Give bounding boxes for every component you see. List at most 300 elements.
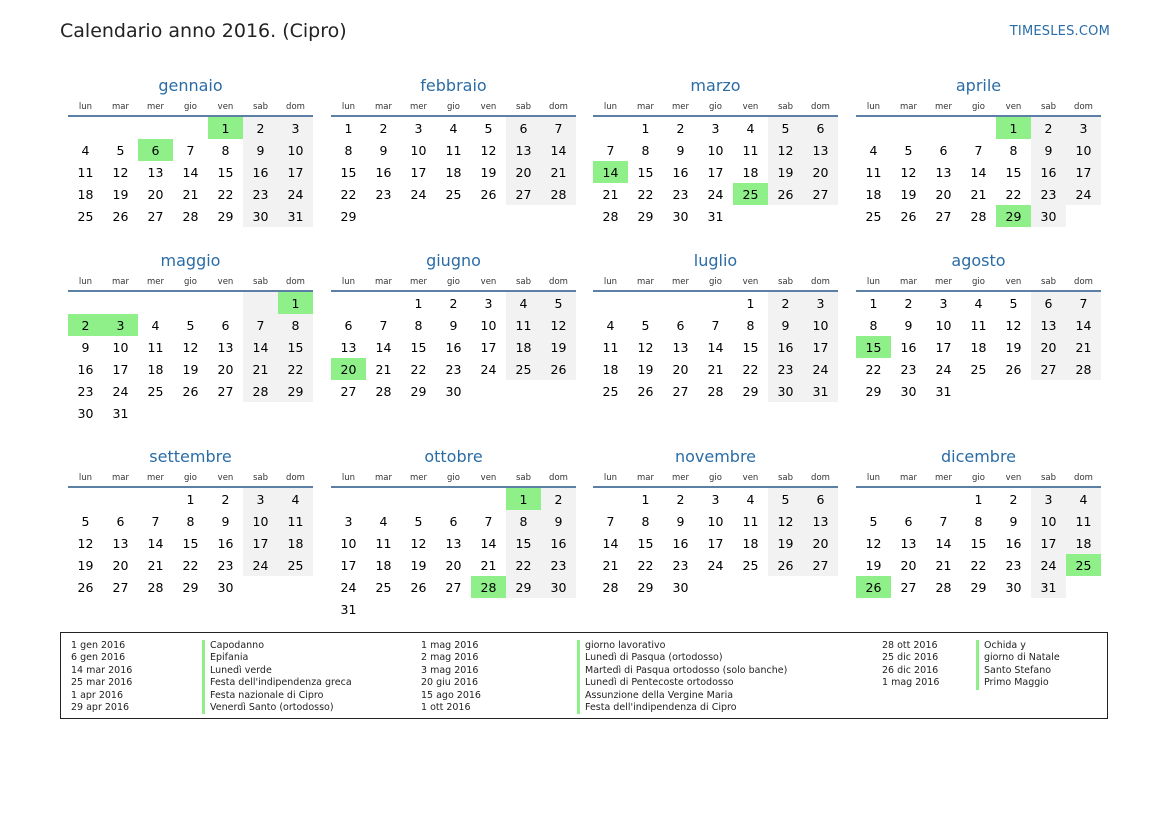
day-cell: 11 xyxy=(375,535,392,551)
day-cell: 21 xyxy=(970,186,987,202)
day-cell: 30 xyxy=(1031,205,1066,227)
day-cell: 13 xyxy=(340,339,357,355)
day-cell: 13 xyxy=(672,339,689,355)
day-cell: 15 xyxy=(182,535,199,551)
empty-cell xyxy=(803,576,838,598)
weekday-header: dom xyxy=(541,469,576,487)
day-cell: 1 xyxy=(996,116,1031,139)
day-cell: 1 xyxy=(641,491,650,507)
weekday-header: gio xyxy=(173,469,208,487)
weekday-header: mar xyxy=(891,469,926,487)
day-cell: 29 xyxy=(742,383,759,399)
day-cell: 12 xyxy=(637,339,654,355)
day-cell: 12 xyxy=(1005,317,1022,333)
day-cell: 17 xyxy=(340,557,357,573)
legend-names-col-1 xyxy=(202,640,352,714)
empty-cell xyxy=(891,116,926,139)
day-cell: 14 xyxy=(707,339,724,355)
weekday-header: ven xyxy=(733,98,768,116)
day-cell: 30 xyxy=(445,383,462,399)
weekday-header: sab xyxy=(1031,98,1066,116)
day-cell: 21 xyxy=(602,186,619,202)
day-cell: 26 xyxy=(1005,361,1022,377)
day-cell: 20 xyxy=(803,161,838,183)
day-cell: 4 xyxy=(278,487,313,510)
day-cell: 12 xyxy=(112,164,129,180)
day-cell: 19 xyxy=(480,164,497,180)
weekday-header: mar xyxy=(628,273,663,291)
day-cell: 17 xyxy=(410,164,427,180)
day-cell: 6 xyxy=(221,317,230,333)
weekday-header: mar xyxy=(628,98,663,116)
day-cell: 24 xyxy=(707,186,724,202)
legend-holiday-name: Festa dell'indipendenza di Cipro xyxy=(577,702,787,714)
day-cell: 1 xyxy=(974,491,983,507)
weekday-header: sab xyxy=(506,98,541,116)
day-cell: 31 xyxy=(707,208,724,224)
weekday-header: sab xyxy=(243,273,278,291)
empty-cell xyxy=(506,598,541,620)
day-cell: 16 xyxy=(672,535,689,551)
day-cell: 16 xyxy=(672,164,689,180)
day-cell: 10 xyxy=(243,510,278,532)
day-cell: 27 xyxy=(445,579,462,595)
day-cell: 14 xyxy=(375,339,392,355)
day-cell: 9 xyxy=(676,513,685,529)
month-table xyxy=(331,273,576,402)
weekday-header: lun xyxy=(593,98,628,116)
day-cell: 4 xyxy=(1066,487,1101,510)
weekday-header: ven xyxy=(471,273,506,291)
day-cell: 22 xyxy=(410,361,427,377)
empty-cell xyxy=(138,116,173,139)
day-cell: 16 xyxy=(1031,161,1066,183)
day-cell: 23 xyxy=(217,557,234,573)
legend-holiday-name: Venerdì Santo (ortodosso) xyxy=(202,702,352,714)
day-cell: 28 xyxy=(375,383,392,399)
weekday-header: lun xyxy=(331,98,366,116)
month-table xyxy=(331,469,576,620)
day-cell: 21 xyxy=(243,358,278,380)
weekday-header: sab xyxy=(506,273,541,291)
day-cell: 18 xyxy=(602,361,619,377)
day-cell: 4 xyxy=(869,142,878,158)
empty-cell xyxy=(733,576,768,598)
month-table xyxy=(331,98,576,227)
day-cell: 20 xyxy=(217,361,234,377)
day-cell: 22 xyxy=(506,554,541,576)
legend-holiday-name: Martedì di Pasqua ortodosso (solo banche) xyxy=(577,665,787,677)
day-cell: 16 xyxy=(900,339,917,355)
day-cell: 8 xyxy=(278,314,313,336)
day-cell: 25 xyxy=(733,183,768,205)
day-cell: 1 xyxy=(208,116,243,139)
day-cell: 25 xyxy=(77,208,94,224)
month-settembre xyxy=(68,445,313,598)
day-cell: 10 xyxy=(707,142,724,158)
day-cell: 19 xyxy=(768,161,803,183)
day-cell: 20 xyxy=(112,557,129,573)
month-name: ottobre xyxy=(424,447,483,466)
day-cell: 1 xyxy=(414,295,423,311)
holiday-legend xyxy=(60,632,1108,719)
weekday-header: lun xyxy=(856,273,891,291)
empty-cell xyxy=(856,116,891,139)
weekday-header: ven xyxy=(996,273,1031,291)
day-cell: 30 xyxy=(77,405,94,421)
day-cell: 17 xyxy=(1031,532,1066,554)
day-cell: 7 xyxy=(151,513,160,529)
day-cell: 26 xyxy=(182,383,199,399)
day-cell: 14 xyxy=(182,164,199,180)
weekday-header: mar xyxy=(366,469,401,487)
day-cell: 24 xyxy=(1066,183,1101,205)
day-cell: 31 xyxy=(1031,576,1066,598)
empty-cell xyxy=(471,380,506,402)
day-cell: 8 xyxy=(746,317,755,333)
day-cell: 16 xyxy=(445,339,462,355)
empty-cell xyxy=(103,116,138,139)
empty-cell xyxy=(926,487,961,510)
day-cell: 24 xyxy=(803,358,838,380)
day-cell: 8 xyxy=(344,142,353,158)
day-cell: 30 xyxy=(672,579,689,595)
weekday-header: mer xyxy=(926,469,961,487)
day-cell: 17 xyxy=(243,532,278,554)
day-cell: 1 xyxy=(278,291,313,314)
day-cell: 7 xyxy=(974,142,983,158)
day-cell: 5 xyxy=(81,513,90,529)
day-cell: 29 xyxy=(340,208,357,224)
weekday-header: lun xyxy=(68,469,103,487)
month-name: giugno xyxy=(426,251,481,270)
day-cell: 21 xyxy=(375,361,392,377)
day-cell: 31 xyxy=(112,405,129,421)
weekday-header: dom xyxy=(541,273,576,291)
empty-cell xyxy=(996,380,1031,402)
day-cell: 5 xyxy=(484,120,493,136)
day-cell: 19 xyxy=(1005,339,1022,355)
day-cell: 26 xyxy=(900,208,917,224)
day-cell: 22 xyxy=(742,361,759,377)
day-cell: 16 xyxy=(768,336,803,358)
empty-cell xyxy=(68,291,103,314)
month-table xyxy=(593,469,838,598)
day-cell: 2 xyxy=(68,314,103,336)
weekday-header: mar xyxy=(103,98,138,116)
day-cell: 5 xyxy=(641,317,650,333)
empty-cell xyxy=(471,598,506,620)
day-cell: 26 xyxy=(77,579,94,595)
day-cell: 15 xyxy=(410,339,427,355)
empty-cell xyxy=(541,205,576,227)
day-cell: 26 xyxy=(410,579,427,595)
empty-cell xyxy=(1066,205,1101,227)
weekday-header: mer xyxy=(926,273,961,291)
day-cell: 18 xyxy=(970,339,987,355)
day-cell: 27 xyxy=(672,383,689,399)
day-cell: 30 xyxy=(541,576,576,598)
legend-holiday-name: Epifania xyxy=(202,652,352,664)
weekday-header: gio xyxy=(173,273,208,291)
day-cell: 9 xyxy=(676,142,685,158)
weekday-header: sab xyxy=(768,98,803,116)
day-cell: 21 xyxy=(602,557,619,573)
empty-cell xyxy=(593,487,628,510)
empty-cell xyxy=(593,116,628,139)
day-cell: 6 xyxy=(506,116,541,139)
empty-cell xyxy=(243,291,278,314)
day-cell: 22 xyxy=(182,557,199,573)
day-cell: 20 xyxy=(445,557,462,573)
day-cell: 6 xyxy=(449,513,458,529)
day-cell: 9 xyxy=(221,513,230,529)
day-cell: 6 xyxy=(138,139,173,161)
month-marzo xyxy=(593,74,838,227)
day-cell: 14 xyxy=(480,535,497,551)
empty-cell xyxy=(243,402,278,424)
empty-cell xyxy=(471,205,506,227)
day-cell: 22 xyxy=(217,186,234,202)
month-name: maggio xyxy=(160,251,221,270)
empty-cell xyxy=(506,205,541,227)
day-cell: 24 xyxy=(278,183,313,205)
day-cell: 7 xyxy=(484,513,493,529)
weekday-header: sab xyxy=(768,273,803,291)
day-cell: 2 xyxy=(676,120,685,136)
empty-cell xyxy=(401,205,436,227)
weekday-header: lun xyxy=(68,273,103,291)
day-cell: 30 xyxy=(768,380,803,402)
day-cell: 17 xyxy=(1066,161,1101,183)
day-cell: 18 xyxy=(1066,532,1101,554)
month-name: settembre xyxy=(149,447,232,466)
weekday-header: gio xyxy=(173,98,208,116)
day-cell: 25 xyxy=(1066,554,1101,576)
day-cell: 15 xyxy=(340,164,357,180)
empty-cell xyxy=(506,380,541,402)
month-table xyxy=(68,469,313,598)
day-cell: 4 xyxy=(606,317,615,333)
day-cell: 21 xyxy=(480,557,497,573)
day-cell: 29 xyxy=(182,579,199,595)
weekday-header: sab xyxy=(1031,469,1066,487)
empty-cell xyxy=(366,598,401,620)
day-cell: 28 xyxy=(182,208,199,224)
legend-date: 26 dic 2016 xyxy=(882,664,939,676)
weekday-header: mer xyxy=(138,98,173,116)
day-cell: 4 xyxy=(746,120,755,136)
day-cell: 23 xyxy=(1031,183,1066,205)
page-title: Calendario anno 2016. (Cipro) xyxy=(60,20,347,42)
weekday-header: dom xyxy=(541,98,576,116)
day-cell: 23 xyxy=(672,186,689,202)
day-cell: 30 xyxy=(900,383,917,399)
day-cell: 29 xyxy=(637,208,654,224)
empty-cell xyxy=(1031,380,1066,402)
weekday-header: ven xyxy=(208,98,243,116)
day-cell: 11 xyxy=(1066,510,1101,532)
empty-cell xyxy=(208,402,243,424)
weekday-header: dom xyxy=(278,469,313,487)
month-gennaio xyxy=(68,74,313,227)
empty-cell xyxy=(593,291,628,314)
legend-holiday-name: Lunedì di Pentecoste ortodosso xyxy=(577,677,787,689)
day-cell: 24 xyxy=(340,579,357,595)
day-cell: 28 xyxy=(1066,358,1101,380)
day-cell: 12 xyxy=(865,535,882,551)
empty-cell xyxy=(471,487,506,510)
day-cell: 25 xyxy=(506,358,541,380)
empty-cell xyxy=(961,116,996,139)
day-cell: 28 xyxy=(602,579,619,595)
day-cell: 12 xyxy=(541,314,576,336)
day-cell: 29 xyxy=(996,205,1031,227)
day-cell: 13 xyxy=(900,535,917,551)
day-cell: 8 xyxy=(221,142,230,158)
day-cell: 3 xyxy=(484,295,493,311)
weekday-header: lun xyxy=(856,469,891,487)
day-cell: 24 xyxy=(1031,554,1066,576)
legend-dates-col-3 xyxy=(882,640,939,690)
day-cell: 5 xyxy=(541,291,576,314)
day-cell: 6 xyxy=(344,317,353,333)
day-cell: 10 xyxy=(112,339,129,355)
day-cell: 1 xyxy=(641,120,650,136)
day-cell: 4 xyxy=(379,513,388,529)
day-cell: 23 xyxy=(1005,557,1022,573)
weekday-header: sab xyxy=(506,469,541,487)
day-cell: 15 xyxy=(637,535,654,551)
day-cell: 14 xyxy=(602,535,619,551)
day-cell: 21 xyxy=(541,161,576,183)
empty-cell xyxy=(366,487,401,510)
day-cell: 8 xyxy=(641,513,650,529)
day-cell: 8 xyxy=(186,513,195,529)
weekday-header: sab xyxy=(768,469,803,487)
legend-date: 1 gen 2016 xyxy=(71,640,126,651)
day-cell: 28 xyxy=(471,576,506,598)
day-cell: 2 xyxy=(676,491,685,507)
day-cell: 21 xyxy=(147,557,164,573)
day-cell: 29 xyxy=(506,576,541,598)
day-cell: 22 xyxy=(865,361,882,377)
day-cell: 20 xyxy=(935,186,952,202)
weekday-header: mer xyxy=(401,469,436,487)
legend-date: 2 mag 2016 xyxy=(421,652,479,664)
day-cell: 6 xyxy=(676,317,685,333)
day-cell: 31 xyxy=(340,601,357,617)
day-cell: 9 xyxy=(449,317,458,333)
day-cell: 24 xyxy=(112,383,129,399)
day-cell: 14 xyxy=(935,535,952,551)
empty-cell xyxy=(733,205,768,227)
day-cell: 9 xyxy=(1009,513,1018,529)
weekday-header: mer xyxy=(138,273,173,291)
month-table xyxy=(593,98,838,227)
day-cell: 20 xyxy=(147,186,164,202)
day-cell: 15 xyxy=(742,339,759,355)
day-cell: 17 xyxy=(803,336,838,358)
day-cell: 24 xyxy=(410,186,427,202)
empty-cell xyxy=(698,576,733,598)
empty-cell xyxy=(541,598,576,620)
day-cell: 4 xyxy=(974,295,983,311)
day-cell: 18 xyxy=(742,164,759,180)
day-cell: 1 xyxy=(869,295,878,311)
day-cell: 5 xyxy=(768,487,803,510)
day-cell: 25 xyxy=(278,554,313,576)
day-cell: 19 xyxy=(768,532,803,554)
day-cell: 4 xyxy=(506,291,541,314)
day-cell: 31 xyxy=(803,380,838,402)
day-cell: 12 xyxy=(410,535,427,551)
day-cell: 2 xyxy=(1031,116,1066,139)
month-table xyxy=(856,273,1101,402)
day-cell: 15 xyxy=(506,532,541,554)
day-cell: 3 xyxy=(803,291,838,314)
day-cell: 8 xyxy=(869,317,878,333)
day-cell: 1 xyxy=(344,120,353,136)
day-cell: 3 xyxy=(711,120,720,136)
day-cell: 11 xyxy=(602,339,619,355)
day-cell: 25 xyxy=(865,208,882,224)
day-cell: 7 xyxy=(606,513,615,529)
day-cell: 14 xyxy=(541,139,576,161)
legend-date: 14 mar 2016 xyxy=(71,664,133,676)
day-cell: 25 xyxy=(147,383,164,399)
brand-link[interactable]: TIMESLES.COM xyxy=(1009,24,1110,39)
empty-cell xyxy=(1066,380,1101,402)
weekday-header: mer xyxy=(138,469,173,487)
day-cell: 25 xyxy=(742,557,759,573)
day-cell: 6 xyxy=(803,116,838,139)
empty-cell xyxy=(926,116,961,139)
day-cell: 8 xyxy=(506,510,541,532)
day-cell: 12 xyxy=(768,139,803,161)
day-cell: 27 xyxy=(217,383,234,399)
day-cell: 21 xyxy=(182,186,199,202)
legend-names-col-2 xyxy=(577,640,787,714)
day-cell: 11 xyxy=(445,142,462,158)
day-cell: 27 xyxy=(803,554,838,576)
legend-date: 20 giu 2016 xyxy=(421,677,478,689)
day-cell: 28 xyxy=(147,579,164,595)
legend-date: 25 mar 2016 xyxy=(71,677,133,689)
weekday-header: mer xyxy=(926,98,961,116)
weekday-header: lun xyxy=(593,273,628,291)
day-cell: 6 xyxy=(1031,291,1066,314)
weekday-header: gio xyxy=(961,273,996,291)
month-aprile xyxy=(856,74,1101,227)
empty-cell xyxy=(891,487,926,510)
day-cell: 27 xyxy=(340,383,357,399)
legend-holiday-name: giorno di Natale xyxy=(976,652,1060,664)
day-cell: 30 xyxy=(672,208,689,224)
day-cell: 9 xyxy=(379,142,388,158)
day-cell: 19 xyxy=(541,336,576,358)
legend-dates-col-2 xyxy=(421,640,481,714)
day-cell: 19 xyxy=(182,361,199,377)
day-cell: 22 xyxy=(1005,186,1022,202)
day-cell: 8 xyxy=(974,513,983,529)
day-cell: 17 xyxy=(935,339,952,355)
month-table xyxy=(856,98,1101,227)
weekday-header: mar xyxy=(366,98,401,116)
day-cell: 23 xyxy=(541,554,576,576)
day-cell: 10 xyxy=(340,535,357,551)
day-cell: 28 xyxy=(243,380,278,402)
